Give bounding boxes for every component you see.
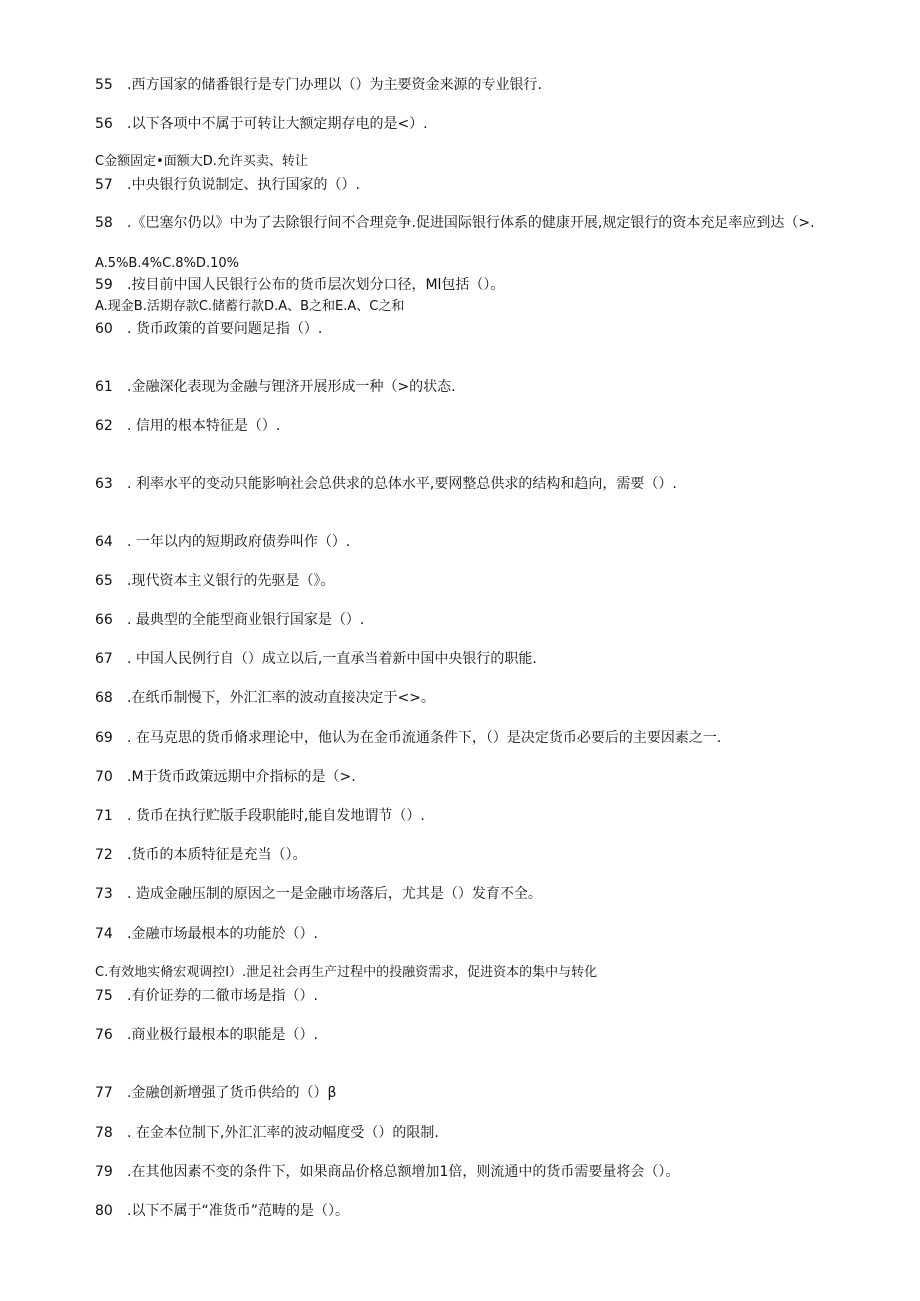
question-80	[95, 1202, 349, 1220]
options-56: C金额固定•面额大D.允许买卖、转让	[95, 154, 308, 169]
options-74: C.有效地实脩宏观调控I）.泄足社会再生产过程中的投融资需求，促进资本的集中与转化	[95, 965, 598, 980]
question-text: . 最典型的全能型商业银行国家是（）.	[127, 612, 365, 628]
question-75	[95, 987, 318, 1005]
question-text: .金融市场最根本的功能於（）.	[127, 926, 318, 942]
question-55	[95, 76, 542, 94]
question-number: 71	[95, 808, 113, 824]
question-71	[95, 807, 425, 825]
question-text: .货币的本质特征是充当（）。	[127, 847, 307, 863]
question-number: 79	[95, 1164, 113, 1180]
question-58	[95, 213, 845, 234]
question-74	[95, 925, 318, 943]
question-number: 72	[95, 847, 113, 863]
question-number: 73	[95, 886, 113, 902]
question-text: . 信用的根本特征是（）.	[127, 418, 281, 434]
question-number: 67	[95, 651, 113, 667]
question-number: 59	[95, 277, 113, 293]
question-text: . 货币在执行贮版手段职能时,能自发地谓节（）.	[127, 808, 425, 824]
question-number: 61	[95, 379, 113, 395]
question-67	[95, 650, 537, 668]
question-61	[95, 378, 456, 396]
question-56	[95, 115, 428, 133]
question-text: .商业极行最根本的职能是（）.	[127, 1027, 318, 1043]
question-text: .现代资本主义银行的先驱是（》。	[127, 573, 335, 589]
question-text: . 中国人民例行自（）成立以后,一直承当着新中国中央银行的职能.	[127, 651, 537, 667]
question-text: .有价证券的二徹市场是指（）.	[127, 988, 318, 1004]
question-number: 62	[95, 418, 113, 434]
question-number: 60	[95, 321, 113, 337]
question-72	[95, 846, 306, 864]
question-70	[95, 768, 356, 786]
question-number: 58	[95, 215, 113, 231]
question-text: .按目前中国人民银行公布的货币层次划分口径，Ml包括（）。	[127, 277, 505, 293]
question-number: 76	[95, 1027, 113, 1043]
question-text: .在纸币制慢下，外汇汇率的波动直接决定于<>。	[127, 690, 435, 706]
question-number: 57	[95, 177, 113, 193]
question-text: .《巴塞尔仍以》中为了去除银行间不合理竞争.促进国际银行体系的健康开展,规定银行的资本充足率应到达（>.	[127, 215, 815, 231]
question-number: 69	[95, 730, 113, 746]
question-text: . 在金本位制下,外汇汇率的波动幅度受（）的限制.	[127, 1125, 439, 1141]
question-number: 56	[95, 116, 113, 132]
question-number: 74	[95, 926, 113, 942]
question-79	[95, 1163, 679, 1181]
question-number: 80	[95, 1203, 113, 1219]
question-text: .在其他因素不变的条件下，如果商品价格总额增加1倍，则流通中的货币需要量将会（）。	[127, 1164, 680, 1180]
options-59: A.现金B.活期存款C.储蓄行款D.A、B之和E.A、C之和	[95, 299, 405, 314]
question-text: .西方国家的储番银行是专门办理以（）为主要资金来源的专业银行.	[127, 77, 542, 93]
question-77	[95, 1084, 336, 1102]
question-text: . 一年以内的短期政府债券叫作（）.	[127, 534, 351, 550]
question-text: .金融深化表现为金融与锂济开展形成一种（>的状态.	[127, 379, 456, 395]
question-number: 55	[95, 77, 113, 93]
question-69	[95, 729, 721, 747]
question-number: 68	[95, 690, 113, 706]
question-text: . 货币政策的首要问题足指（）.	[127, 321, 323, 337]
question-number: 63	[95, 476, 113, 492]
question-text: .金融创新增强了货币供给的（）β	[127, 1085, 337, 1101]
question-57	[95, 176, 360, 194]
question-66	[95, 611, 364, 629]
question-text: . 在马克思的货币脩求理论中，他认为在金币流通条件下，（）是决定货币必要后的主要因素之一.	[127, 730, 722, 746]
question-59	[95, 276, 504, 294]
question-text: .以下不属于“准货币”范畴的是（）。	[127, 1203, 349, 1219]
question-text: . 利率水平的变动只能影响社会总供求的总体水平,要网整总供求的结构和趋向，需要（）.	[127, 476, 677, 492]
options-58: A.5%B.4%C.8%D.10%	[95, 256, 239, 271]
question-number: 78	[95, 1125, 113, 1141]
question-60	[95, 320, 322, 338]
question-64	[95, 533, 350, 551]
question-73	[95, 885, 542, 903]
question-number: 75	[95, 988, 113, 1004]
question-76	[95, 1026, 318, 1044]
question-number: 65	[95, 573, 113, 589]
question-text: .以下各项中不属于可转让大额定期存电的是<）.	[127, 116, 428, 132]
question-number: 70	[95, 769, 113, 785]
question-63	[95, 475, 677, 493]
question-62	[95, 417, 280, 435]
question-text: .M于货币政策远期中介指标的是（>.	[127, 769, 356, 785]
question-number: 77	[95, 1085, 113, 1101]
question-number: 66	[95, 612, 113, 628]
question-78	[95, 1124, 439, 1142]
question-68	[95, 689, 435, 707]
question-text: .中央银行负说制定、执行国家的（）.	[127, 177, 360, 193]
question-text: . 造成金融压制的原因之一是金融市场落后，尤其是（）发育不全。	[127, 886, 542, 902]
question-65	[95, 572, 334, 590]
question-number: 64	[95, 534, 113, 550]
